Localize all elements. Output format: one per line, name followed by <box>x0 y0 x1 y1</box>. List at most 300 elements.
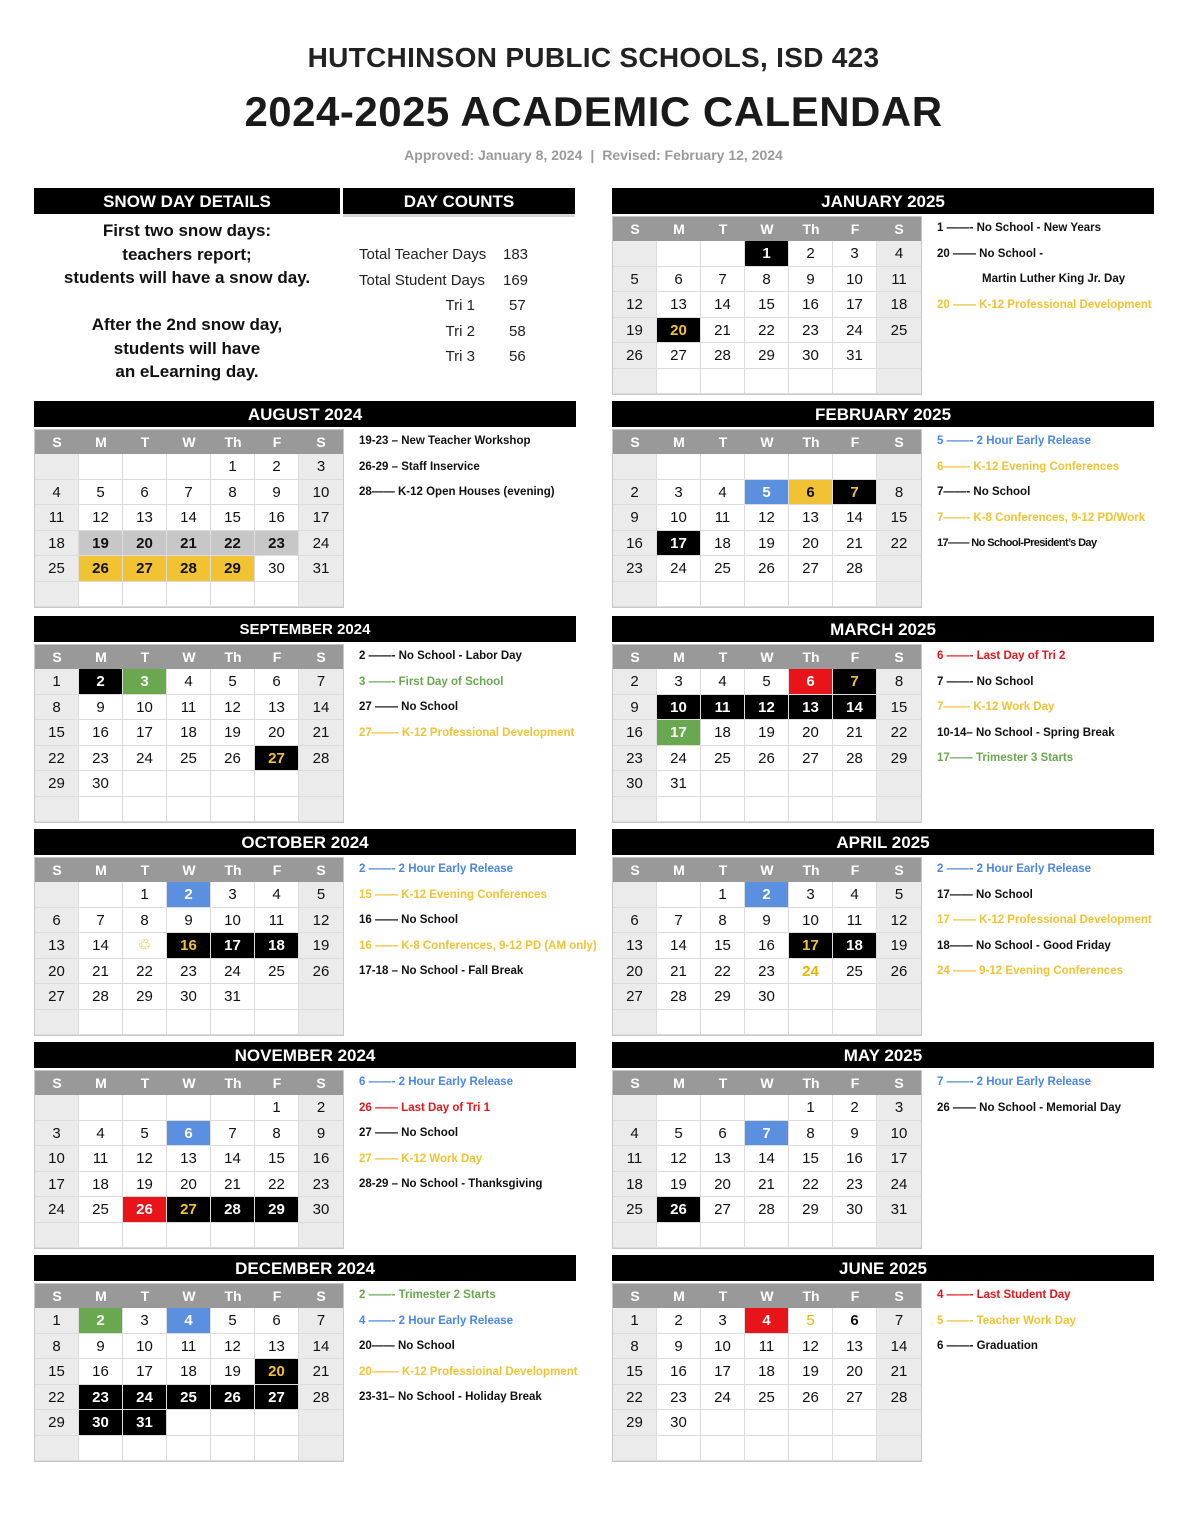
week-row <box>613 1334 921 1360</box>
week-row <box>613 1010 921 1036</box>
day-cell: 10 <box>35 1146 79 1172</box>
day-cell: 31 <box>877 1197 921 1223</box>
weekday-label: M <box>673 1288 685 1304</box>
day-cell: 10 <box>299 480 343 506</box>
empty-cell <box>789 369 833 395</box>
day-cell: 7 <box>79 908 123 934</box>
weekday-header-row <box>613 645 921 669</box>
empty-cell <box>299 1410 343 1436</box>
day-cell: 7 <box>167 480 211 506</box>
day-cell: 14 <box>701 292 745 318</box>
empty-cell <box>211 797 255 823</box>
legend-item: 6——- K-12 Evening Conferences <box>937 460 1120 473</box>
day-cell: 6 <box>833 1308 877 1334</box>
empty-cell <box>299 797 343 823</box>
month-legend <box>359 429 594 506</box>
day-cell: 7 <box>833 669 877 695</box>
day-cell: 12 <box>657 1146 701 1172</box>
day-cell: 8 <box>255 1121 299 1147</box>
district-name: HUTCHINSON PUBLIC SCHOOLS, ISD 423 <box>307 42 880 73</box>
day-cell: 14 <box>79 933 123 959</box>
day-cell: 7 <box>701 267 745 293</box>
approval-line <box>0 147 1187 163</box>
day-cell: 9 <box>613 695 657 721</box>
month-title: MAY 2025 <box>612 1042 1154 1068</box>
empty-cell <box>745 1010 789 1036</box>
empty-cell <box>211 1436 255 1462</box>
month-title: NOVEMBER 2024 <box>34 1042 576 1068</box>
day-cell: 20 <box>35 959 79 985</box>
day-cell: 21 <box>833 531 877 557</box>
legend-item: 6 ——- Graduation <box>937 1340 1038 1352</box>
day-cell: 1 <box>35 669 79 695</box>
empty-cell <box>701 454 745 480</box>
weekday-label: S <box>52 1288 62 1304</box>
weekday-label: S <box>630 649 640 665</box>
weekday-label: M <box>673 649 685 665</box>
day-cell: 14 <box>299 1334 343 1360</box>
month-title: AUGUST 2024 <box>34 401 576 427</box>
day-cell: 19 <box>299 933 343 959</box>
day-cell: 14 <box>299 695 343 721</box>
day-cell: 5 <box>657 1121 701 1147</box>
week-row <box>35 556 343 582</box>
day-cell: 3 <box>123 669 167 695</box>
legend-item: 23-31– No School - Holiday Break <box>359 1391 542 1403</box>
day-cell: 20 <box>167 1172 211 1198</box>
empty-cell <box>79 454 123 480</box>
day-cell: 20 <box>701 1172 745 1198</box>
day-cell: 28 <box>833 556 877 582</box>
day-cell: 13 <box>657 292 701 318</box>
day-cell: 27 <box>35 984 79 1010</box>
empty-cell <box>657 1010 701 1036</box>
weekday-label: S <box>894 649 904 665</box>
snow-line: an eLearning day. <box>115 362 259 381</box>
week-row <box>35 1146 343 1172</box>
week-row <box>613 292 921 318</box>
empty-cell <box>833 1436 877 1462</box>
weekday-header-row <box>613 430 921 454</box>
day-cell: 1 <box>35 1308 79 1334</box>
day-cell: 28 <box>833 746 877 772</box>
legend-item: 5 ——- Teacher Work Day <box>937 1314 1076 1327</box>
day-cell: 18 <box>701 531 745 557</box>
day-cell: 15 <box>745 292 789 318</box>
day-cell: 26 <box>299 959 343 985</box>
legend-item: 4 ——- Last Student Day <box>937 1289 1071 1301</box>
day-cell: 6 <box>789 480 833 506</box>
day-cell: 12 <box>877 908 921 934</box>
day-cell: 2 <box>613 669 657 695</box>
day-cell: 27 <box>255 1385 299 1411</box>
weekday-header-row <box>35 1284 343 1308</box>
month-title: SEPTEMBER 2024 <box>34 616 576 642</box>
empty-cell <box>613 1223 657 1249</box>
weekday-label: Th <box>224 862 242 878</box>
legend-item: 27 —— K-12 Work Day <box>359 1152 483 1165</box>
day-cell: 8 <box>613 1334 657 1360</box>
week-row <box>35 882 343 908</box>
day-cell: 12 <box>211 695 255 721</box>
weekday-label: S <box>316 1075 326 1091</box>
empty-cell <box>211 1010 255 1036</box>
day-cell: 8 <box>35 1334 79 1360</box>
day-cell: 31 <box>123 1410 167 1436</box>
empty-cell <box>613 454 657 480</box>
weekday-label: S <box>894 1075 904 1091</box>
day-cell: 23 <box>833 1172 877 1198</box>
weekday-label: F <box>272 1288 282 1304</box>
weekday-label: T <box>718 1075 728 1091</box>
week-row <box>35 1095 343 1121</box>
legend-item: 20—— No School <box>359 1340 455 1352</box>
day-cell: 11 <box>79 1146 123 1172</box>
day-cell: 24 <box>123 1385 167 1411</box>
empty-cell <box>789 771 833 797</box>
week-row <box>613 771 921 797</box>
day-cell: 2 <box>613 480 657 506</box>
legend-item: 16 —— No School <box>359 914 459 926</box>
day-cell: 19 <box>123 1172 167 1198</box>
day-cell: 22 <box>123 959 167 985</box>
empty-cell <box>877 454 921 480</box>
day-cell: 30 <box>299 1197 343 1223</box>
day-cell: 28 <box>745 1197 789 1223</box>
count-label: Tri 1 <box>445 297 475 314</box>
empty-cell <box>701 369 745 395</box>
day-cell: 8 <box>877 480 921 506</box>
day-cell: 23 <box>745 959 789 985</box>
day-cell: 18 <box>745 1359 789 1385</box>
day-cell: 8 <box>877 669 921 695</box>
day-cell: 19 <box>657 1172 701 1198</box>
day-cell: 16 <box>745 933 789 959</box>
day-cell: 22 <box>255 1172 299 1198</box>
day-cell: 23 <box>613 556 657 582</box>
day-cell: 15 <box>255 1146 299 1172</box>
weekday-label: S <box>630 434 640 450</box>
empty-cell <box>211 1223 255 1249</box>
day-cell: 19 <box>745 720 789 746</box>
day-cell: 8 <box>789 1121 833 1147</box>
empty-cell <box>877 984 921 1010</box>
empty-cell <box>701 797 745 823</box>
day-cell: 22 <box>211 531 255 557</box>
day-cell: 5 <box>79 480 123 506</box>
empty-cell <box>613 369 657 395</box>
day-cell: 17 <box>35 1172 79 1198</box>
day-cell: 17 <box>789 933 833 959</box>
empty-cell <box>123 771 167 797</box>
legend-item: 17—— Trimester 3 Starts <box>937 752 1074 764</box>
day-cell: 17 <box>211 933 255 959</box>
day-cell: 16 <box>299 1146 343 1172</box>
day-cell: 25 <box>701 556 745 582</box>
legend-item: 2 ——- Trimester 2 Starts <box>359 1289 496 1301</box>
legend-item: 19-23 – New Teacher Workshop <box>359 435 531 447</box>
day-cell: 10 <box>657 505 701 531</box>
day-cell: 18 <box>877 292 921 318</box>
week-row <box>35 908 343 934</box>
day-cell: 14 <box>211 1146 255 1172</box>
legend-item: 17-18 – No School - Fall Break <box>359 965 524 977</box>
weekday-label: S <box>894 1288 904 1304</box>
day-counts-divider <box>343 214 575 217</box>
month-title: JUNE 2025 <box>612 1255 1154 1281</box>
empty-cell <box>255 797 299 823</box>
weekday-label: Th <box>224 1288 242 1304</box>
weekday-label: S <box>52 1075 62 1091</box>
week-row <box>613 531 921 557</box>
day-cell: 27 <box>657 343 701 369</box>
day-cell: 7 <box>833 480 877 506</box>
day-cell: 2 <box>657 1308 701 1334</box>
day-cell: 17 <box>299 505 343 531</box>
day-cell: 13 <box>255 695 299 721</box>
empty-cell <box>745 1095 789 1121</box>
empty-cell <box>255 1223 299 1249</box>
weekday-label: T <box>718 1288 728 1304</box>
day-cell: 6 <box>255 1308 299 1334</box>
day-cell: 2 <box>833 1095 877 1121</box>
weekday-label: W <box>760 221 774 237</box>
week-row <box>613 1359 921 1385</box>
weekday-label: M <box>673 434 685 450</box>
day-cell: 12 <box>79 505 123 531</box>
legend-item: 20 —— No School - <box>937 247 1044 260</box>
day-cell: 1 <box>789 1095 833 1121</box>
day-cell: 31 <box>657 771 701 797</box>
week-row <box>35 720 343 746</box>
week-row <box>613 1172 921 1198</box>
day-cell: 8 <box>701 908 745 934</box>
day-cell: 5 <box>123 1121 167 1147</box>
day-cell: 5 <box>613 267 657 293</box>
legend-item: 15 —— K-12 Evening Conferences <box>359 888 547 901</box>
day-cell: 6 <box>255 669 299 695</box>
day-cell: 21 <box>211 1172 255 1198</box>
month-title: FEBRUARY 2025 <box>612 401 1154 427</box>
weekday-label: S <box>316 649 326 665</box>
day-cell: 6 <box>167 1121 211 1147</box>
day-cell: 23 <box>167 959 211 985</box>
week-row <box>613 1121 921 1147</box>
empty-cell <box>745 454 789 480</box>
week-row <box>35 1010 343 1036</box>
day-cell: 4 <box>167 1308 211 1334</box>
week-row <box>35 1121 343 1147</box>
count-row-student <box>343 272 575 292</box>
week-row <box>613 1223 921 1249</box>
empty-cell <box>745 1436 789 1462</box>
legend-item: 28—— K-12 Open Houses (evening) <box>359 486 555 498</box>
day-cell: 19 <box>789 1359 833 1385</box>
day-cell: 17 <box>657 531 701 557</box>
week-row <box>613 582 921 608</box>
day-cell: 13 <box>167 1146 211 1172</box>
weekday-header-row <box>35 1071 343 1095</box>
weekday-label: F <box>272 862 282 878</box>
day-cell: 23 <box>299 1172 343 1198</box>
weekday-header-row <box>613 1071 921 1095</box>
day-cell: 3 <box>877 1095 921 1121</box>
weekday-label: Th <box>802 1075 820 1091</box>
weekday-label: S <box>52 862 62 878</box>
legend-item: 27——- K-12 Professional Development <box>359 726 575 739</box>
empty-cell <box>657 882 701 908</box>
day-cell: 1 <box>613 1308 657 1334</box>
month-legend <box>359 857 597 985</box>
day-cell: 13 <box>123 505 167 531</box>
day-cell: 1 <box>123 882 167 908</box>
month-legend <box>937 644 1172 772</box>
weekday-label: M <box>95 1288 107 1304</box>
empty-cell <box>167 1223 211 1249</box>
day-cell: 21 <box>299 720 343 746</box>
week-row <box>613 1385 921 1411</box>
week-row <box>613 267 921 293</box>
week-row <box>35 746 343 772</box>
month-title: APRIL 2025 <box>612 829 1154 855</box>
empty-cell <box>79 582 123 608</box>
day-cell: 3 <box>789 882 833 908</box>
empty-cell <box>299 1436 343 1462</box>
weekday-label: W <box>182 649 196 665</box>
day-cell: 17 <box>123 720 167 746</box>
day-cell: 13 <box>613 933 657 959</box>
day-cell: 17 <box>833 292 877 318</box>
day-cell: 31 <box>299 556 343 582</box>
legend-item: 27 —— No School <box>359 1127 459 1139</box>
week-row <box>613 933 921 959</box>
day-cell: 26 <box>877 959 921 985</box>
day-cell: 5 <box>299 882 343 908</box>
day-cell: 4 <box>255 882 299 908</box>
week-row <box>613 984 921 1010</box>
week-row <box>35 797 343 823</box>
weekday-header-row <box>613 858 921 882</box>
day-cell: 20 <box>255 720 299 746</box>
empty-cell <box>613 1095 657 1121</box>
weekday-label: S <box>894 862 904 878</box>
day-cell: 30 <box>167 984 211 1010</box>
weekday-label: T <box>718 649 728 665</box>
empty-cell <box>613 241 657 267</box>
month-title: MARCH 2025 <box>612 616 1154 642</box>
day-cell: 6 <box>657 267 701 293</box>
weekday-label: M <box>673 1075 685 1091</box>
day-cell: 17 <box>657 720 701 746</box>
empty-cell <box>701 582 745 608</box>
weekday-label: Th <box>224 1075 242 1091</box>
week-row <box>35 1436 343 1462</box>
count-value: 58 <box>509 323 526 340</box>
day-cell: 9 <box>255 480 299 506</box>
empty-cell <box>789 1410 833 1436</box>
day-cell: 28 <box>299 746 343 772</box>
day-cell: 25 <box>833 959 877 985</box>
day-cell: 27 <box>123 556 167 582</box>
calendar-grid <box>34 1070 344 1249</box>
day-cell: 16 <box>613 720 657 746</box>
weekday-label: S <box>52 434 62 450</box>
week-row <box>613 1308 921 1334</box>
month-legend <box>937 1283 1172 1360</box>
empty-cell <box>745 582 789 608</box>
empty-cell <box>123 582 167 608</box>
count-value: 57 <box>509 297 526 314</box>
weekday-label: F <box>272 649 282 665</box>
weekday-header-row <box>613 1284 921 1308</box>
week-row <box>35 454 343 480</box>
empty-cell <box>167 1410 211 1436</box>
weekday-label: T <box>718 862 728 878</box>
month-legend <box>937 429 1172 557</box>
empty-cell <box>35 454 79 480</box>
legend-item: 1 ——- No School - New Years <box>937 222 1102 234</box>
calendar-grid <box>612 1283 922 1462</box>
day-cell: 26 <box>211 1385 255 1411</box>
approved-date: Approved: January 8, 2024 <box>404 147 583 163</box>
empty-cell <box>657 582 701 608</box>
empty-cell <box>701 1410 745 1436</box>
day-cell: 31 <box>833 343 877 369</box>
day-cell: 10 <box>211 908 255 934</box>
calendar-grid <box>34 1283 344 1462</box>
empty-cell <box>613 882 657 908</box>
day-cell: 10 <box>657 695 701 721</box>
legend-item: 2 ——- No School - Labor Day <box>359 650 522 662</box>
day-cell: 14 <box>657 933 701 959</box>
week-row <box>613 959 921 985</box>
day-cell: 16 <box>167 933 211 959</box>
day-cell: 9 <box>79 1334 123 1360</box>
empty-cell <box>35 797 79 823</box>
weekday-label: W <box>760 1288 774 1304</box>
empty-cell <box>167 1010 211 1036</box>
day-cell: 11 <box>877 267 921 293</box>
week-row <box>35 1410 343 1436</box>
empty-cell <box>211 771 255 797</box>
empty-cell <box>657 241 701 267</box>
day-cell: 13 <box>35 933 79 959</box>
weekday-label: W <box>182 1075 196 1091</box>
empty-cell <box>299 1223 343 1249</box>
month-title: JANUARY 2025 <box>612 188 1154 214</box>
weekday-header-row <box>35 645 343 669</box>
empty-cell <box>701 771 745 797</box>
day-cell: 22 <box>35 746 79 772</box>
snow-line: students will have a snow day. <box>63 268 311 287</box>
day-cell: 1 <box>255 1095 299 1121</box>
day-cell: 14 <box>833 695 877 721</box>
day-cell: 19 <box>211 1359 255 1385</box>
day-cell: 27 <box>255 746 299 772</box>
empty-cell <box>613 1010 657 1036</box>
weekday-label: W <box>760 862 774 878</box>
week-row <box>35 959 343 985</box>
snow-day-header: SNOW DAY DETAILS <box>34 188 340 214</box>
day-cell: 29 <box>701 984 745 1010</box>
empty-cell <box>299 984 343 1010</box>
weekday-label: S <box>630 1288 640 1304</box>
week-row <box>35 771 343 797</box>
weekday-label: F <box>850 221 860 237</box>
empty-cell <box>833 797 877 823</box>
weekday-label: F <box>272 434 282 450</box>
day-cell: 23 <box>79 746 123 772</box>
